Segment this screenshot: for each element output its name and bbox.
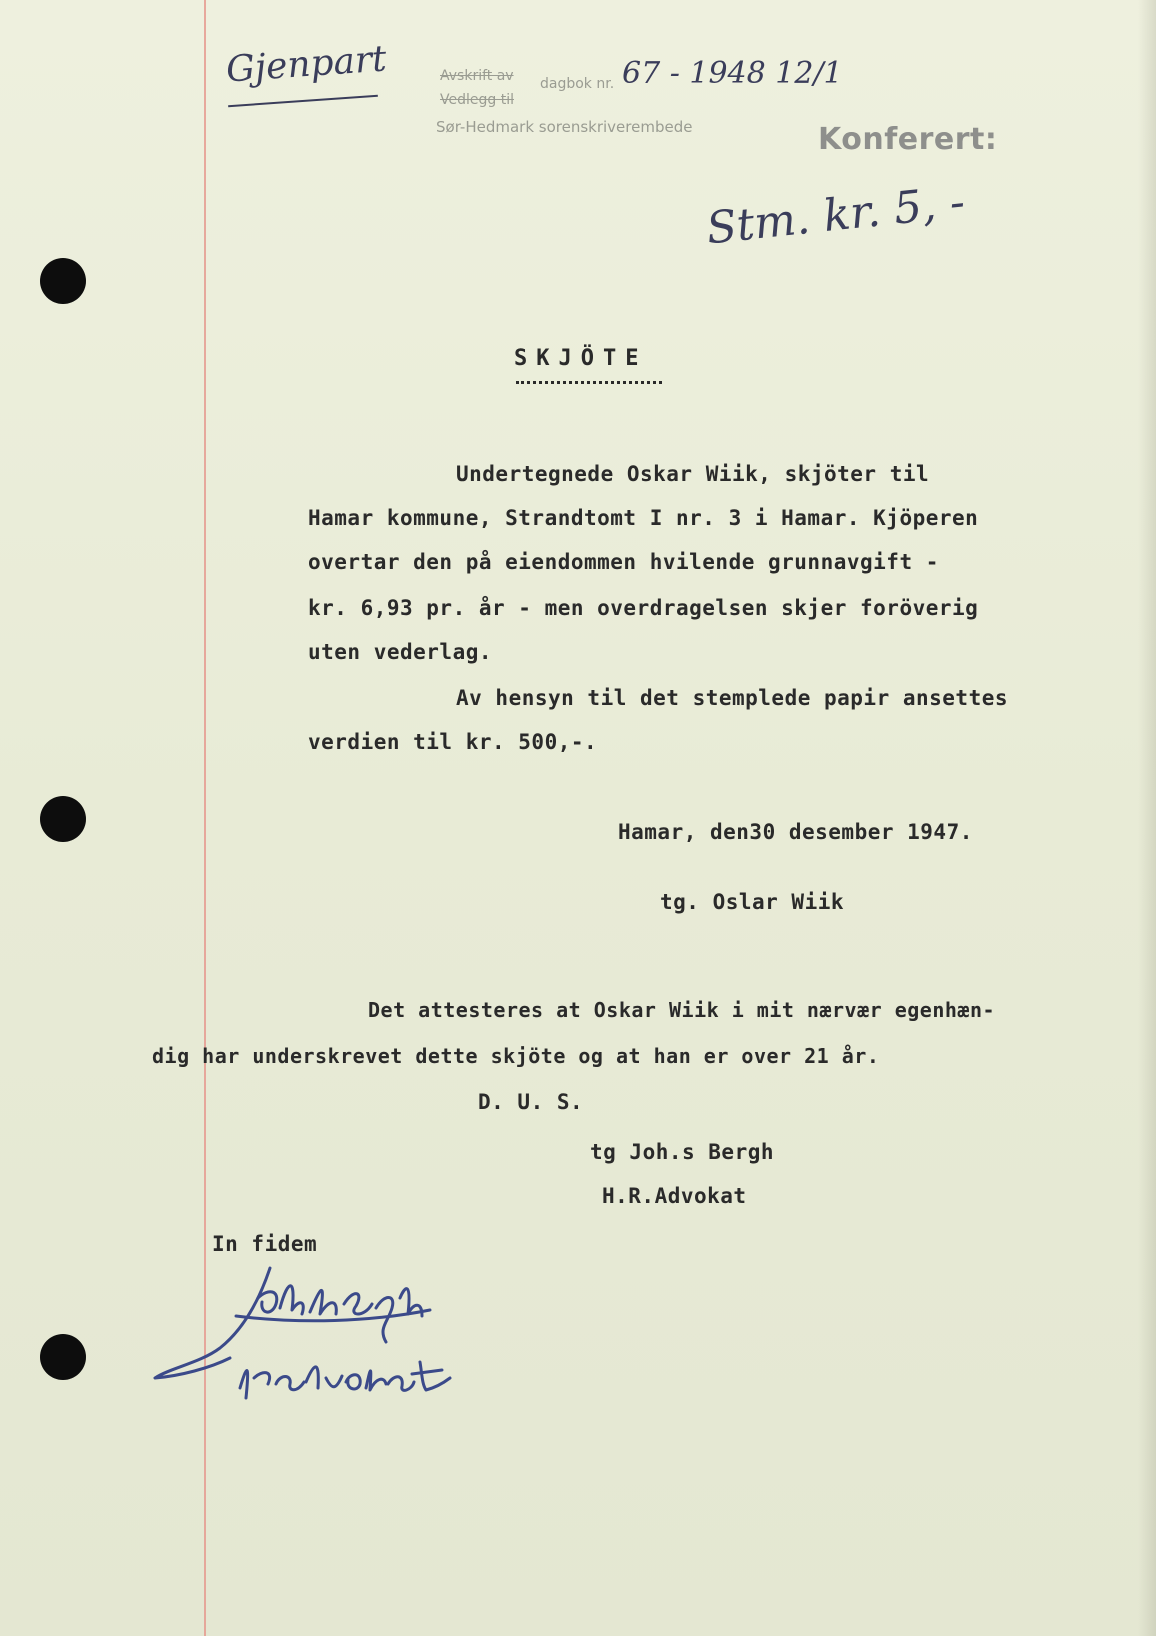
dus: D. U. S. [478,1090,584,1114]
attester-title: H.R.Advokat [602,1184,747,1208]
handwritten-signature [150,1258,490,1418]
title-underline [516,381,662,384]
attestation-line-2: dig har underskrevet dette skjöte og at han er over 21 år. [152,1044,880,1068]
body-line-6: Av hensyn til det stemplede papir ansettes [456,686,1009,710]
place-date: Hamar, den30 desember 1947. [618,820,973,844]
print-sorenskriverembede: Sør-Hedmark sorenskriverembede [436,118,693,136]
body-line-2: Hamar kommune, Strandtomt I nr. 3 i Hamar. Kjöperen [308,506,979,530]
body-line-4: kr. 6,93 pr. år - men overdragelsen skjer foröverig [308,596,979,620]
print-avskrift-av: Avskrift av [440,68,514,84]
document-title: SKJÖTE [514,346,648,371]
handwritten-gjenpart: Gjenpart [224,38,388,91]
punch-hole-bottom [40,1334,86,1380]
handwritten-stamp-fee: Stm. kr. 5, - [704,176,968,255]
signed-by: tg. Oslar Wiik [660,890,845,914]
handwritten-dagbok-number: 67 - 1948 12/1 [622,56,843,91]
handwriting-underline [228,95,378,107]
attestation-line-1: Det attesteres at Oskar Wiik i mit nærvær egenhæn- [368,998,996,1022]
punch-hole-top [40,258,86,304]
konferert-stamp: Konferert: [818,122,998,157]
body-line-1: Undertegnede Oskar Wiik, skjöter til [456,462,930,486]
body-line-3: overtar den på eiendommen hvilende grunnavgift - [308,550,939,574]
body-line-7: verdien til kr. 500,-. [308,730,598,754]
punch-hole-middle [40,796,86,842]
print-vedlegg-til: Vedlegg til [440,92,514,108]
in-fidem: In fidem [212,1232,318,1256]
body-line-5: uten vederlag. [308,640,493,664]
print-dagbok-nr: dagbok nr. [540,76,615,92]
attester-signature-typed: tg Joh.s Bergh [590,1140,775,1164]
